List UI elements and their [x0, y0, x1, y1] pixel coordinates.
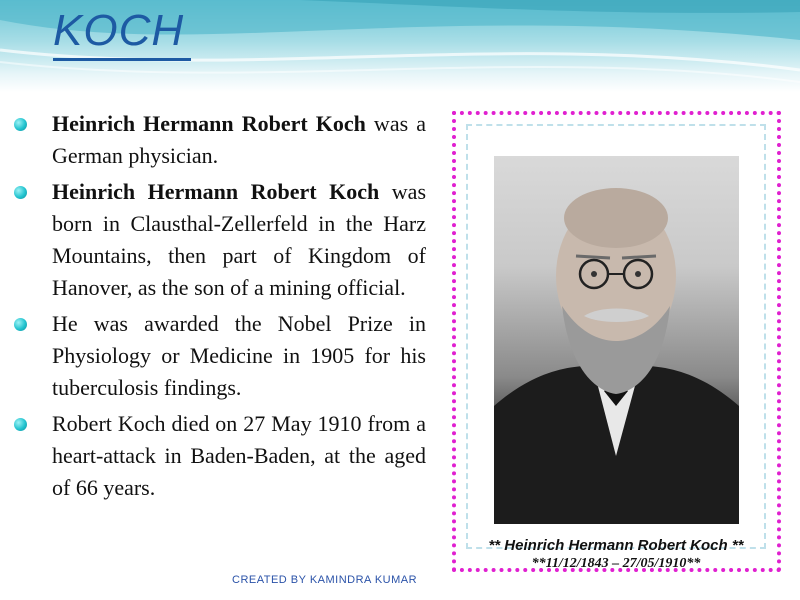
bullet-text: He was awarded the Nobel Prize in Physiology or Medicine in 1905 for his tuberculosis findings. — [52, 311, 426, 400]
bullet-list — [14, 108, 426, 508]
bullet-icon — [14, 186, 27, 199]
photo-caption-dates: **11/12/1843 – 27/05/1910** — [531, 556, 701, 571]
photo-caption-name: ** Heinrich Hermann Robert Koch ** — [488, 537, 744, 554]
header-banner — [0, 0, 800, 92]
title-underline — [53, 58, 191, 61]
bullet-bold-text: Heinrich Hermann Robert Koch — [52, 179, 380, 204]
bullet-icon — [14, 418, 27, 431]
portrait-photo — [494, 156, 739, 524]
bullet-bold-text: Heinrich Hermann Robert Koch — [52, 111, 366, 136]
bullet-icon — [14, 318, 27, 331]
bullet-text: was born in Clausthal-Zellerfeld in the Harz Mountains, then part of Kingdom of Hanover, as the son of a mining official. — [52, 179, 426, 300]
bullet-item — [14, 408, 426, 504]
slide-title: KOCH — [53, 6, 185, 55]
bullet-text: Robert Koch died on 27 May 1910 from a heart-attack in Baden-Baden, at the aged of 66 years. — [52, 411, 426, 500]
bullet-item — [14, 108, 426, 172]
bullet-item — [14, 176, 426, 304]
bullet-text: was a German physician. — [52, 111, 426, 168]
bullet-item — [14, 308, 426, 404]
credit-text: CREATED BY KAMINDRA KUMAR — [232, 574, 418, 586]
bullet-icon — [14, 118, 27, 131]
portrait-illustration — [494, 156, 739, 524]
